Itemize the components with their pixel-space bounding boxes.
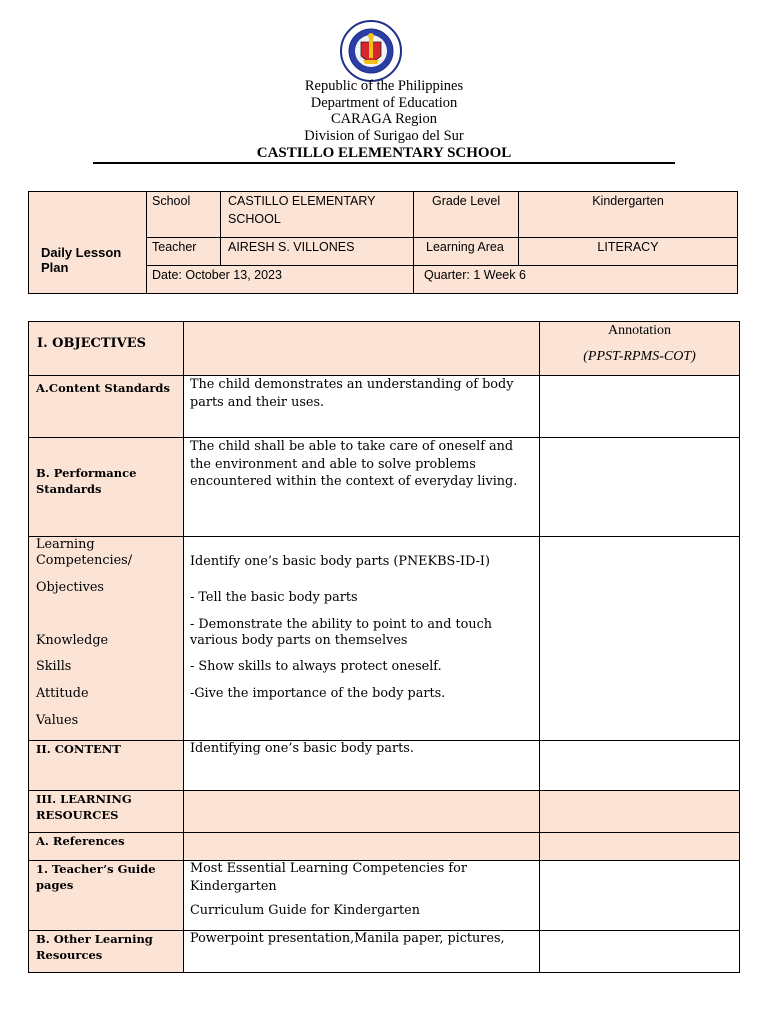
header-department: Department of Education <box>310 95 458 111</box>
objective-skills-line2: various body parts on themselves <box>190 633 408 648</box>
dlp-title-cell <box>28 191 147 294</box>
competencies-annotation <box>539 536 740 741</box>
competencies-text-cell <box>183 536 540 741</box>
competencies-label-line2: Competencies/ <box>36 553 133 568</box>
grade-label: Grade Level <box>432 194 501 208</box>
other-resources-text: Powerpoint presentation,Manila paper, pictures, <box>190 931 505 946</box>
school-value-line1: CASTILLO ELEMENTARY <box>228 194 376 208</box>
competency-main: Identify one’s basic body parts (PNEKBS-ID-I) <box>190 554 490 569</box>
content-standards-label: A.Content Standards <box>36 381 170 395</box>
resources-annotation <box>539 790 740 833</box>
competencies-label-line1: Learning <box>36 537 95 552</box>
teacher-label: Teacher <box>152 240 197 254</box>
references-body-cell <box>183 832 540 861</box>
content-label: II. CONTENT <box>36 742 121 756</box>
header-region: CARAGA Region <box>331 111 437 127</box>
references-label: A. References <box>36 834 125 848</box>
values-label: Values <box>36 713 79 728</box>
performance-label-line2: Standards <box>36 482 102 496</box>
references-annotation <box>539 832 740 861</box>
teachers-guide-label-cell <box>28 860 184 931</box>
dlp-title: Daily Lesson Plan <box>41 245 122 275</box>
knowledge-label: Knowledge <box>36 633 109 648</box>
objectives-label-cell <box>28 321 184 376</box>
area-value-cell <box>518 237 738 266</box>
annotation-cell <box>539 321 740 376</box>
header-division: Division of Surigao del Sur <box>304 128 464 144</box>
content-text-cell <box>183 740 540 791</box>
date-value: Date: October 13, 2023 <box>152 268 282 282</box>
teachers-guide-text-1: Most Essential Learning Competencies for Kindergarten <box>190 861 467 894</box>
attitude-label: Attitude <box>36 686 89 701</box>
teacher-value-cell <box>220 237 414 266</box>
school-label-cell <box>146 191 221 238</box>
resources-label-line1: III. LEARNING <box>36 792 132 806</box>
school-label: School <box>152 194 191 208</box>
performance-text: The child shall be able to take care of oneself and the environment and able to solve problems encountered within the context of everyday living. <box>190 439 518 489</box>
objectives-label: I. OBJECTIVES <box>37 336 146 351</box>
content-standards-text-cell <box>183 375 540 438</box>
objectives-body-cell <box>183 321 540 376</box>
header-divider <box>93 162 675 164</box>
other-resources-text-cell <box>183 930 540 973</box>
teacher-value: AIRESH S. VILLONES <box>228 240 355 254</box>
objective-knowledge: - Tell the basic body parts <box>190 590 358 605</box>
area-label: Learning Area <box>426 240 504 254</box>
objective-attitude: - Show skills to always protect oneself. <box>190 659 442 674</box>
teachers-guide-text-cell <box>183 860 540 931</box>
deped-seal-logo <box>335 20 407 82</box>
grade-value-cell <box>518 191 738 238</box>
resources-label-line2: RESOURCES <box>36 808 119 822</box>
annotation-label: Annotation <box>608 323 671 338</box>
quarter-cell <box>413 265 738 294</box>
date-cell <box>146 265 414 294</box>
content-standards-annotation <box>539 375 740 438</box>
resources-body-cell <box>183 790 540 833</box>
grade-label-cell <box>413 191 519 238</box>
other-resources-annotation <box>539 930 740 973</box>
teachers-guide-text-2: Curriculum Guide for Kindergarten <box>190 903 420 918</box>
annotation-subtitle: (PPST-RPMS-COT) <box>583 349 696 364</box>
teachers-guide-label-line1: 1. Teacher’s Guide <box>36 862 156 876</box>
objective-values: -Give the importance of the body parts. <box>190 686 446 701</box>
content-standards-label-cell <box>28 375 184 438</box>
header-republic: Republic of the Philippines <box>304 78 464 94</box>
other-resources-label-line2: Resources <box>36 948 103 962</box>
school-value-line2: SCHOOL <box>228 212 281 226</box>
other-resources-label-line1: B. Other Learning <box>36 932 153 946</box>
school-value-cell <box>220 191 414 238</box>
teachers-guide-annotation <box>539 860 740 931</box>
competencies-label-cell <box>28 536 184 741</box>
performance-label-line1: B. Performance <box>36 466 137 480</box>
objective-skills-line1: - Demonstrate the ability to point to and touch <box>190 617 493 632</box>
skills-label: Skills <box>36 659 72 674</box>
performance-text-cell <box>183 437 540 537</box>
content-annotation <box>539 740 740 791</box>
grade-value: Kindergarten <box>592 194 664 208</box>
quarter-value: Quarter: 1 Week 6 <box>424 268 526 282</box>
teachers-guide-label-line2: pages <box>36 878 74 892</box>
resources-label-cell <box>28 790 184 833</box>
area-value: LITERACY <box>597 240 659 254</box>
header-school-name: CASTILLO ELEMENTARY SCHOOL <box>256 145 512 161</box>
references-label-cell <box>28 832 184 861</box>
performance-label-cell <box>28 437 184 537</box>
other-resources-label-cell <box>28 930 184 973</box>
content-text: Identifying one’s basic body parts. <box>190 741 414 756</box>
area-label-cell <box>413 237 519 266</box>
content-standards-text: The child demonstrates an understanding of body parts and their uses. <box>190 377 514 410</box>
competencies-label-line3: Objectives <box>36 580 104 595</box>
content-label-cell <box>28 740 184 791</box>
teacher-label-cell <box>146 237 221 266</box>
performance-annotation <box>539 437 740 537</box>
